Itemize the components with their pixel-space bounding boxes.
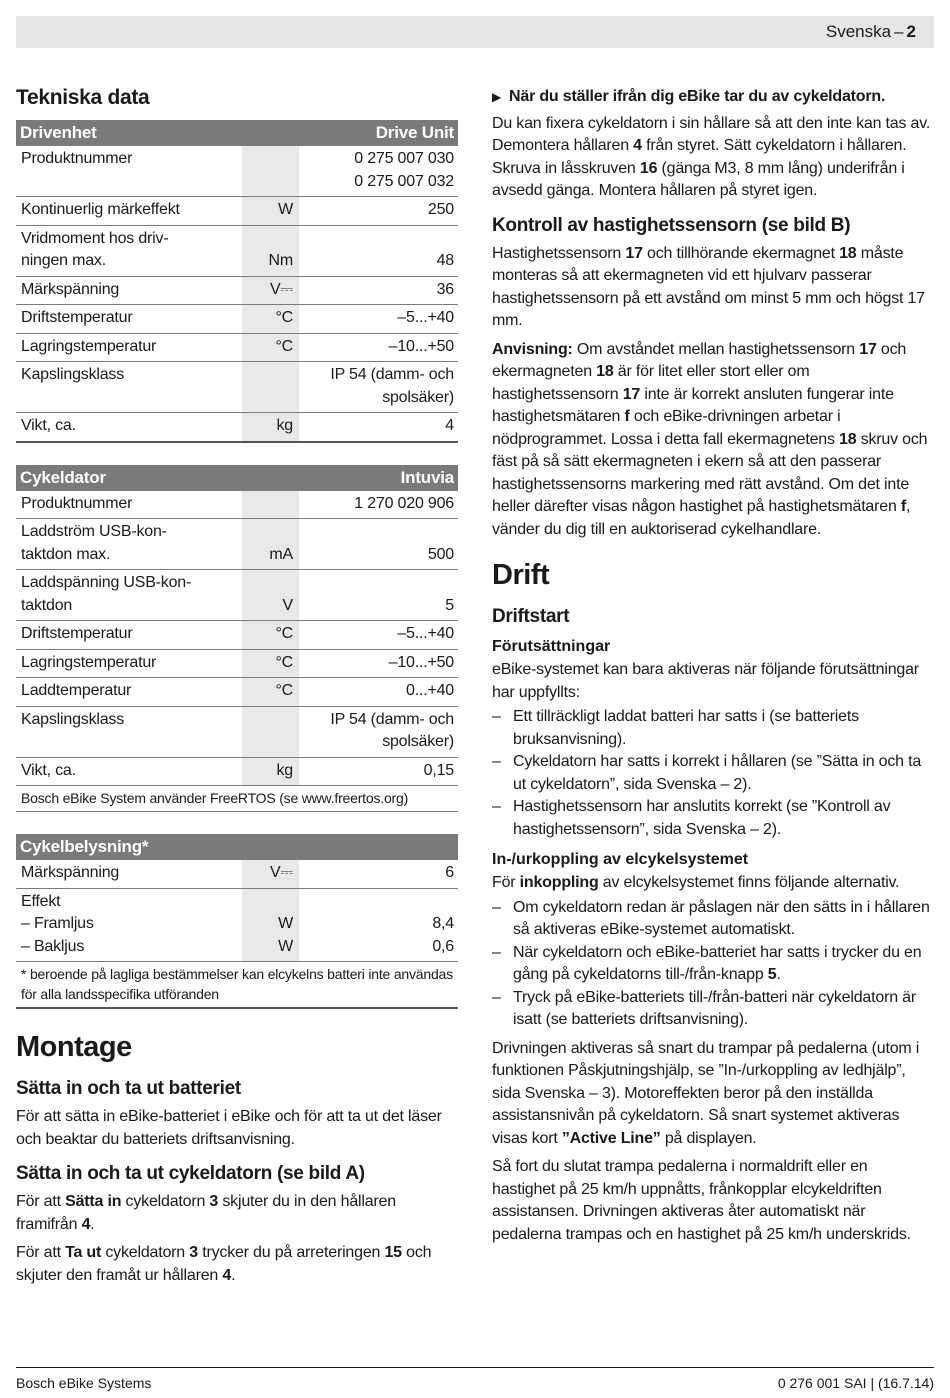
row-value-line: spolsäker) bbox=[382, 733, 454, 750]
table-row bbox=[16, 146, 458, 197]
table-note-row bbox=[16, 962, 458, 1009]
row-unit: °C bbox=[242, 649, 299, 678]
list-item: – Ett tillräckligt laddat batteri har satts i (se batteriets bruksanvisning). bbox=[492, 708, 859, 748]
row-unit-line: W bbox=[278, 915, 293, 932]
switch-on-list bbox=[492, 897, 934, 1032]
row-label: Vikt, ca. bbox=[16, 413, 242, 442]
table-header-right: Drive Unit bbox=[299, 120, 458, 146]
remove-paragraph: För att Ta ut cykeldatorn 3 trycker du på arreteringen 15 och skjuter den framåt ur hållaren 4. bbox=[16, 1244, 432, 1284]
row-label-line: Laddström USB-kon- bbox=[21, 523, 167, 540]
list-item: – När cykeldatorn och eBike-batteriet har satts i trycker du en gång på cykeldatorns till-/från-knapp 5. bbox=[492, 943, 922, 983]
row-label: Produktnummer bbox=[16, 146, 242, 197]
battery-paragraph: För att sätta in eBike-batteriet i eBike och för att ta ut det läser och beaktar du batteriets driftsanvisning. bbox=[16, 1108, 442, 1148]
row-value-line: IP 54 (damm- och bbox=[330, 710, 454, 728]
row-unit bbox=[242, 491, 299, 519]
row-value: –10...+50 bbox=[299, 333, 458, 362]
row-value bbox=[299, 146, 458, 197]
row-value: 0...+40 bbox=[299, 678, 458, 707]
table-header-right: Intuvia bbox=[299, 465, 458, 491]
sensor-paragraph: Hastighetssensorn 17 och tillhörande ekermagnet 18 måste monteras så att ekermagneten vid ett hjulvarv passerar hastighetssensorn på ett avstånd om minst 5 mm och högst 17 mm. bbox=[492, 244, 925, 329]
row-label bbox=[16, 225, 242, 276]
drift-title: Drift bbox=[492, 559, 550, 591]
row-label-line: Laddspänning USB-kon- bbox=[21, 574, 192, 591]
computer-table bbox=[16, 465, 458, 813]
onoff-paragraph: För inkoppling av elcykelsystemet finns följande alternativ. bbox=[492, 874, 900, 891]
row-label bbox=[16, 888, 242, 962]
page-header bbox=[16, 16, 934, 48]
driftstart-title: Driftstart bbox=[492, 606, 570, 627]
row-value-line: 8,4 bbox=[432, 915, 454, 932]
table-header bbox=[16, 120, 458, 146]
prerequisites-paragraph: eBike-systemet kan bara aktiveras när följande förutsättningar har uppfyllts: bbox=[492, 661, 919, 701]
list-item: – Tryck på eBike-batteriets till-/från-batteri när cykeldatorn är isatt (se batteriets driftsanvisning). bbox=[492, 988, 916, 1028]
table-header bbox=[16, 465, 458, 491]
fix-paragraph: Du kan fixera cykeldatorn i sin hållare så att den inte kan tas av. Demontera hållaren 4 från styret. Sätt cykeldatorn i hållaren. Skruva in låsskruven 16 (gänga M3, 8 mm lång) underifrån i avsedd gänga. Montera hållaren på styret igen. bbox=[492, 114, 931, 199]
row-unit bbox=[242, 888, 299, 962]
row-value-line: 0 275 007 032 bbox=[354, 172, 454, 190]
row-label: Laddtemperatur bbox=[16, 678, 242, 707]
bullet-instruction: ▶ När du ställer ifrån dig eBike tar du av cykeldatorn. bbox=[492, 88, 886, 105]
row-unit: Nm bbox=[242, 225, 299, 276]
montage-title: Montage bbox=[16, 1031, 132, 1063]
row-unit: V⎓ bbox=[242, 276, 299, 305]
table-row bbox=[16, 649, 458, 678]
insert-paragraph: För att Sätta in cykeldatorn 3 skjuter du in den hållaren framifrån 4. bbox=[16, 1193, 396, 1233]
list-item: – Om cykeldatorn redan är påslagen när den sätts in i hållaren så aktiveras eBike-systemet automatiskt. bbox=[492, 898, 930, 938]
row-label: Driftstemperatur bbox=[16, 305, 242, 334]
lighting-table bbox=[16, 834, 458, 1009]
table-header-left: Drivenhet bbox=[16, 120, 299, 146]
row-label: Kapslingsklass bbox=[16, 362, 242, 413]
triangle-bullet-icon: ▶ bbox=[492, 90, 502, 104]
left-column bbox=[16, 86, 458, 1293]
row-value bbox=[299, 706, 458, 757]
table-row bbox=[16, 305, 458, 334]
table-row bbox=[16, 362, 458, 413]
table-row bbox=[16, 757, 458, 786]
row-value-line: 0 275 007 030 bbox=[354, 150, 454, 167]
row-label-line: ningen max. bbox=[21, 252, 106, 269]
row-unit: kg bbox=[242, 413, 299, 442]
row-label bbox=[16, 570, 242, 621]
row-label: Märkspänning bbox=[16, 276, 242, 305]
row-value: 250 bbox=[299, 197, 458, 226]
battery-section-title: Sätta in och ta ut batteriet bbox=[16, 1078, 241, 1099]
row-unit bbox=[242, 362, 299, 413]
row-value-line: 0,6 bbox=[432, 937, 454, 955]
row-label-line: Effekt bbox=[21, 892, 61, 910]
table-row bbox=[16, 706, 458, 757]
row-label-line: taktdon max. bbox=[21, 545, 111, 563]
row-value: 500 bbox=[299, 519, 458, 570]
onoff-title: In-/urkoppling av elcykelsystemet bbox=[492, 851, 749, 868]
row-label-line: – Framljus bbox=[21, 915, 94, 932]
row-unit-line: W bbox=[278, 937, 293, 955]
row-unit bbox=[242, 706, 299, 757]
header-page-number: 2 bbox=[906, 22, 916, 41]
table-header-left: Cykeldator bbox=[16, 465, 299, 491]
table-row bbox=[16, 860, 458, 888]
row-value-line: spolsäker) bbox=[382, 388, 454, 406]
table-row bbox=[16, 888, 458, 962]
row-label-line: taktdon bbox=[21, 596, 73, 614]
right-column bbox=[492, 86, 934, 1252]
drive-paragraph: Drivningen aktiveras så snart du trampar på pedalerna (utom i funktionen Påskjutningshjälp, se ”In-/urkoppling av ledhjälp”, sida Svenska – 3). Motoreffekten beror på den inställda assistansnivån på cykeldatorn. Så snart systemet aktiveras visas kort ”Active Line” på displayen. bbox=[492, 1039, 920, 1147]
row-value: –10...+50 bbox=[299, 649, 458, 678]
note-paragraph: Anvisning: Om avståndet mellan hastighetssensorn 17 och ekermagneten 18 är för litet eller stort eller om hastighetssensorn 17 inte är korrekt ansluten fungerar inte hastighetsmätaren f och eBike-drivningen arbetar i nödprogrammet. Lossa i detta fall ekermagnetens 18 skruv och fäst på så sätt ekermagneten i ekern så att den passerar hastighetssensorns markering med rätt avstånd. Om det inte heller därefter visas någon hastighet på hastighetsmätaren f, vänder du dig till en auktoriserad cykelhandlare. bbox=[492, 340, 928, 538]
table-header-left: Cykelbelysning* bbox=[16, 834, 458, 860]
row-unit: °C bbox=[242, 678, 299, 707]
table-row bbox=[16, 333, 458, 362]
list-item: – Hastighetssensorn har anslutits korrekt (se ”Kontroll av hastighetssensorn”, sida Svenska – 2). bbox=[492, 798, 891, 838]
row-label: Lagringstemperatur bbox=[16, 333, 242, 362]
table-row bbox=[16, 570, 458, 621]
row-value: 48 bbox=[299, 225, 458, 276]
row-unit: V⎓ bbox=[242, 860, 299, 888]
row-unit: V bbox=[242, 570, 299, 621]
row-value bbox=[299, 362, 458, 413]
row-label bbox=[16, 519, 242, 570]
row-value: 6 bbox=[299, 860, 458, 888]
row-label: Kapslingsklass bbox=[16, 706, 242, 757]
row-value: –5...+40 bbox=[299, 621, 458, 650]
prerequisites-list bbox=[492, 706, 934, 841]
row-label: Driftstemperatur bbox=[16, 621, 242, 650]
row-unit bbox=[242, 146, 299, 197]
footer-brand: Bosch eBike Systems bbox=[16, 1375, 152, 1391]
table-row bbox=[16, 197, 458, 226]
row-unit: °C bbox=[242, 621, 299, 650]
row-unit: °C bbox=[242, 333, 299, 362]
row-value: 5 bbox=[299, 570, 458, 621]
row-label: Vikt, ca. bbox=[16, 757, 242, 786]
row-unit: kg bbox=[242, 757, 299, 786]
row-value: 1 270 020 906 bbox=[299, 491, 458, 519]
table-row bbox=[16, 621, 458, 650]
computer-section-title: Sätta in och ta ut cykeldatorn (se bild A) bbox=[16, 1163, 365, 1184]
sensor-section-title: Kontroll av hastighetssensorn (se bild B) bbox=[492, 214, 851, 236]
row-value: 4 bbox=[299, 413, 458, 442]
header-separator: – bbox=[894, 22, 904, 41]
table-row bbox=[16, 678, 458, 707]
page-footer bbox=[16, 1367, 934, 1398]
table-note: Bosch eBike System använder FreeRTOS (se www.freertos.org) bbox=[16, 786, 458, 812]
row-value bbox=[299, 888, 458, 962]
prerequisites-title: Förutsättningar bbox=[492, 638, 611, 655]
row-value: 36 bbox=[299, 276, 458, 305]
row-label: Lagringstemperatur bbox=[16, 649, 242, 678]
table-row bbox=[16, 519, 458, 570]
table-row bbox=[16, 276, 458, 305]
tech-data-title: Tekniska data bbox=[16, 86, 150, 109]
row-label: Produktnummer bbox=[16, 491, 242, 519]
table-note: * beroende på lagliga bestämmelser kan elcykelns batteri inte användas för alla landsspecifika utföranden bbox=[16, 962, 458, 1009]
table-row bbox=[16, 413, 458, 442]
header-language: Svenska bbox=[825, 22, 892, 41]
table-row bbox=[16, 225, 458, 276]
row-value: 0,15 bbox=[299, 757, 458, 786]
row-unit: mA bbox=[242, 519, 299, 570]
row-label-line: Vridmoment hos driv- bbox=[21, 229, 169, 247]
row-unit: °C bbox=[242, 305, 299, 334]
row-unit: W bbox=[242, 197, 299, 226]
table-note-row bbox=[16, 786, 458, 812]
list-item: – Cykeldatorn har satts i korrekt i hållaren (se ”Sätta in och ta ut cykeldatorn”, sida Svenska – 2). bbox=[492, 753, 922, 793]
table-header bbox=[16, 834, 458, 860]
row-value: –5...+40 bbox=[299, 305, 458, 334]
row-value-line: IP 54 (damm- och bbox=[330, 366, 454, 383]
drive-unit-table bbox=[16, 120, 458, 443]
stop-paragraph: Så fort du slutat trampa pedalerna i normaldrift eller en hastighet på 25 km/h uppnåtts, frånkopplar elcykeldriften assistansen. Drivningen aktiveras åter automatiskt när pedalerna trampas och en hastighet på 25 km/h underskrids. bbox=[492, 1158, 911, 1243]
table-row bbox=[16, 491, 458, 519]
row-label: Märkspänning bbox=[16, 860, 242, 888]
row-label: Kontinuerlig märkeffekt bbox=[16, 197, 242, 226]
row-label-line: – Bakljus bbox=[21, 937, 85, 955]
footer-doc-number: 0 276 001 SAI | (16.7.14) bbox=[777, 1375, 934, 1391]
